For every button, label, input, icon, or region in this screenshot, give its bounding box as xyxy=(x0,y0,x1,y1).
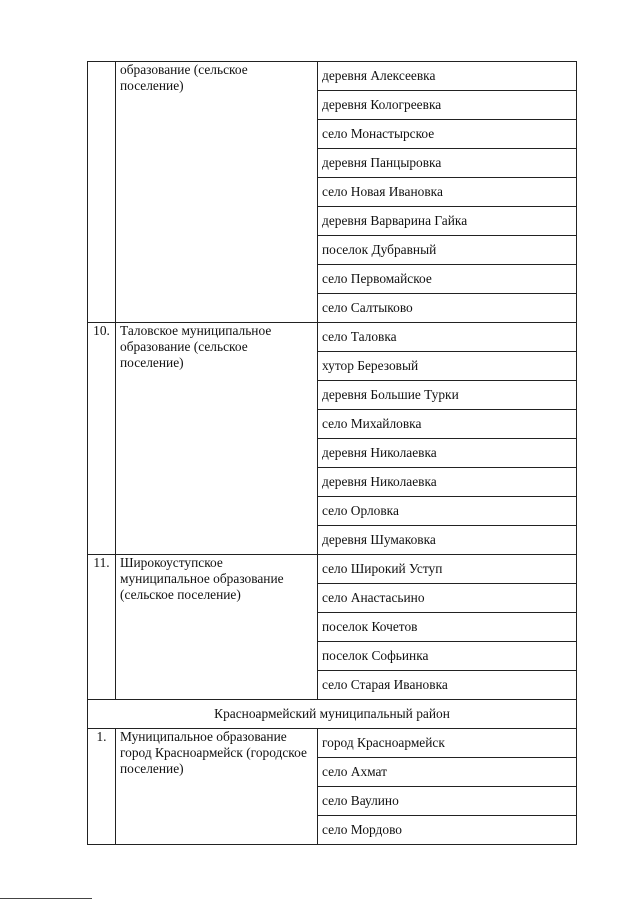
settlement-name: поселок Софьинка xyxy=(318,642,577,671)
settlement-name: село Новая Ивановка xyxy=(318,178,577,207)
settlement-name: деревня Кологреевка xyxy=(318,91,577,120)
settlement-name: деревня Большие Турки xyxy=(318,381,577,410)
district-row xyxy=(88,700,577,729)
settlement-name: село Монастырское xyxy=(318,120,577,149)
settlement-name: поселок Дубравный xyxy=(318,236,577,265)
row-number: 1. xyxy=(88,729,116,845)
municipality-name: Муниципальное образование город Красноармейск (городское поселение) xyxy=(116,729,318,845)
municipality-name: Таловское муниципальное образование (сельское поселение) xyxy=(116,323,318,555)
table-row xyxy=(88,323,577,352)
settlement-name: хутор Березовый xyxy=(318,352,577,381)
settlement-name: село Первомайское xyxy=(318,265,577,294)
table-row xyxy=(88,62,577,91)
settlement-name: село Широкий Уступ xyxy=(318,555,577,584)
row-number: 11. xyxy=(88,555,116,700)
settlement-name: деревня Варварина Гайка xyxy=(318,207,577,236)
settlement-name: деревня Шумаковка xyxy=(318,526,577,555)
settlement-name: поселок Кочетов xyxy=(318,613,577,642)
row-number: 10. xyxy=(88,323,116,555)
settlement-name: деревня Панцыровка xyxy=(318,149,577,178)
settlement-name: деревня Николаевка xyxy=(318,439,577,468)
settlement-name: село Старая Ивановка xyxy=(318,671,577,700)
settlement-name: село Михайловка xyxy=(318,410,577,439)
settlement-name: село Салтыково xyxy=(318,294,577,323)
settlement-name: село Таловка xyxy=(318,323,577,352)
settlements-table xyxy=(87,61,577,845)
table-row xyxy=(88,555,577,584)
row-number xyxy=(88,62,116,323)
settlement-name: село Ахмат xyxy=(318,758,577,787)
footnote-line xyxy=(0,898,92,899)
settlement-name: село Анастасьино xyxy=(318,584,577,613)
district-heading: Красноармейский муниципальный район xyxy=(88,700,577,729)
municipality-name: Широкоуступское муниципальное образование (сельское поселение) xyxy=(116,555,318,700)
settlement-name: деревня Алексеевка xyxy=(318,62,577,91)
table-row xyxy=(88,729,577,758)
settlement-name: село Орловка xyxy=(318,497,577,526)
municipality-name: образование (сельское поселение) xyxy=(116,62,318,323)
settlement-name: село Мордово xyxy=(318,816,577,845)
settlement-name: деревня Николаевка xyxy=(318,468,577,497)
settlement-name: село Ваулино xyxy=(318,787,577,816)
settlement-name: город Красноармейск xyxy=(318,729,577,758)
